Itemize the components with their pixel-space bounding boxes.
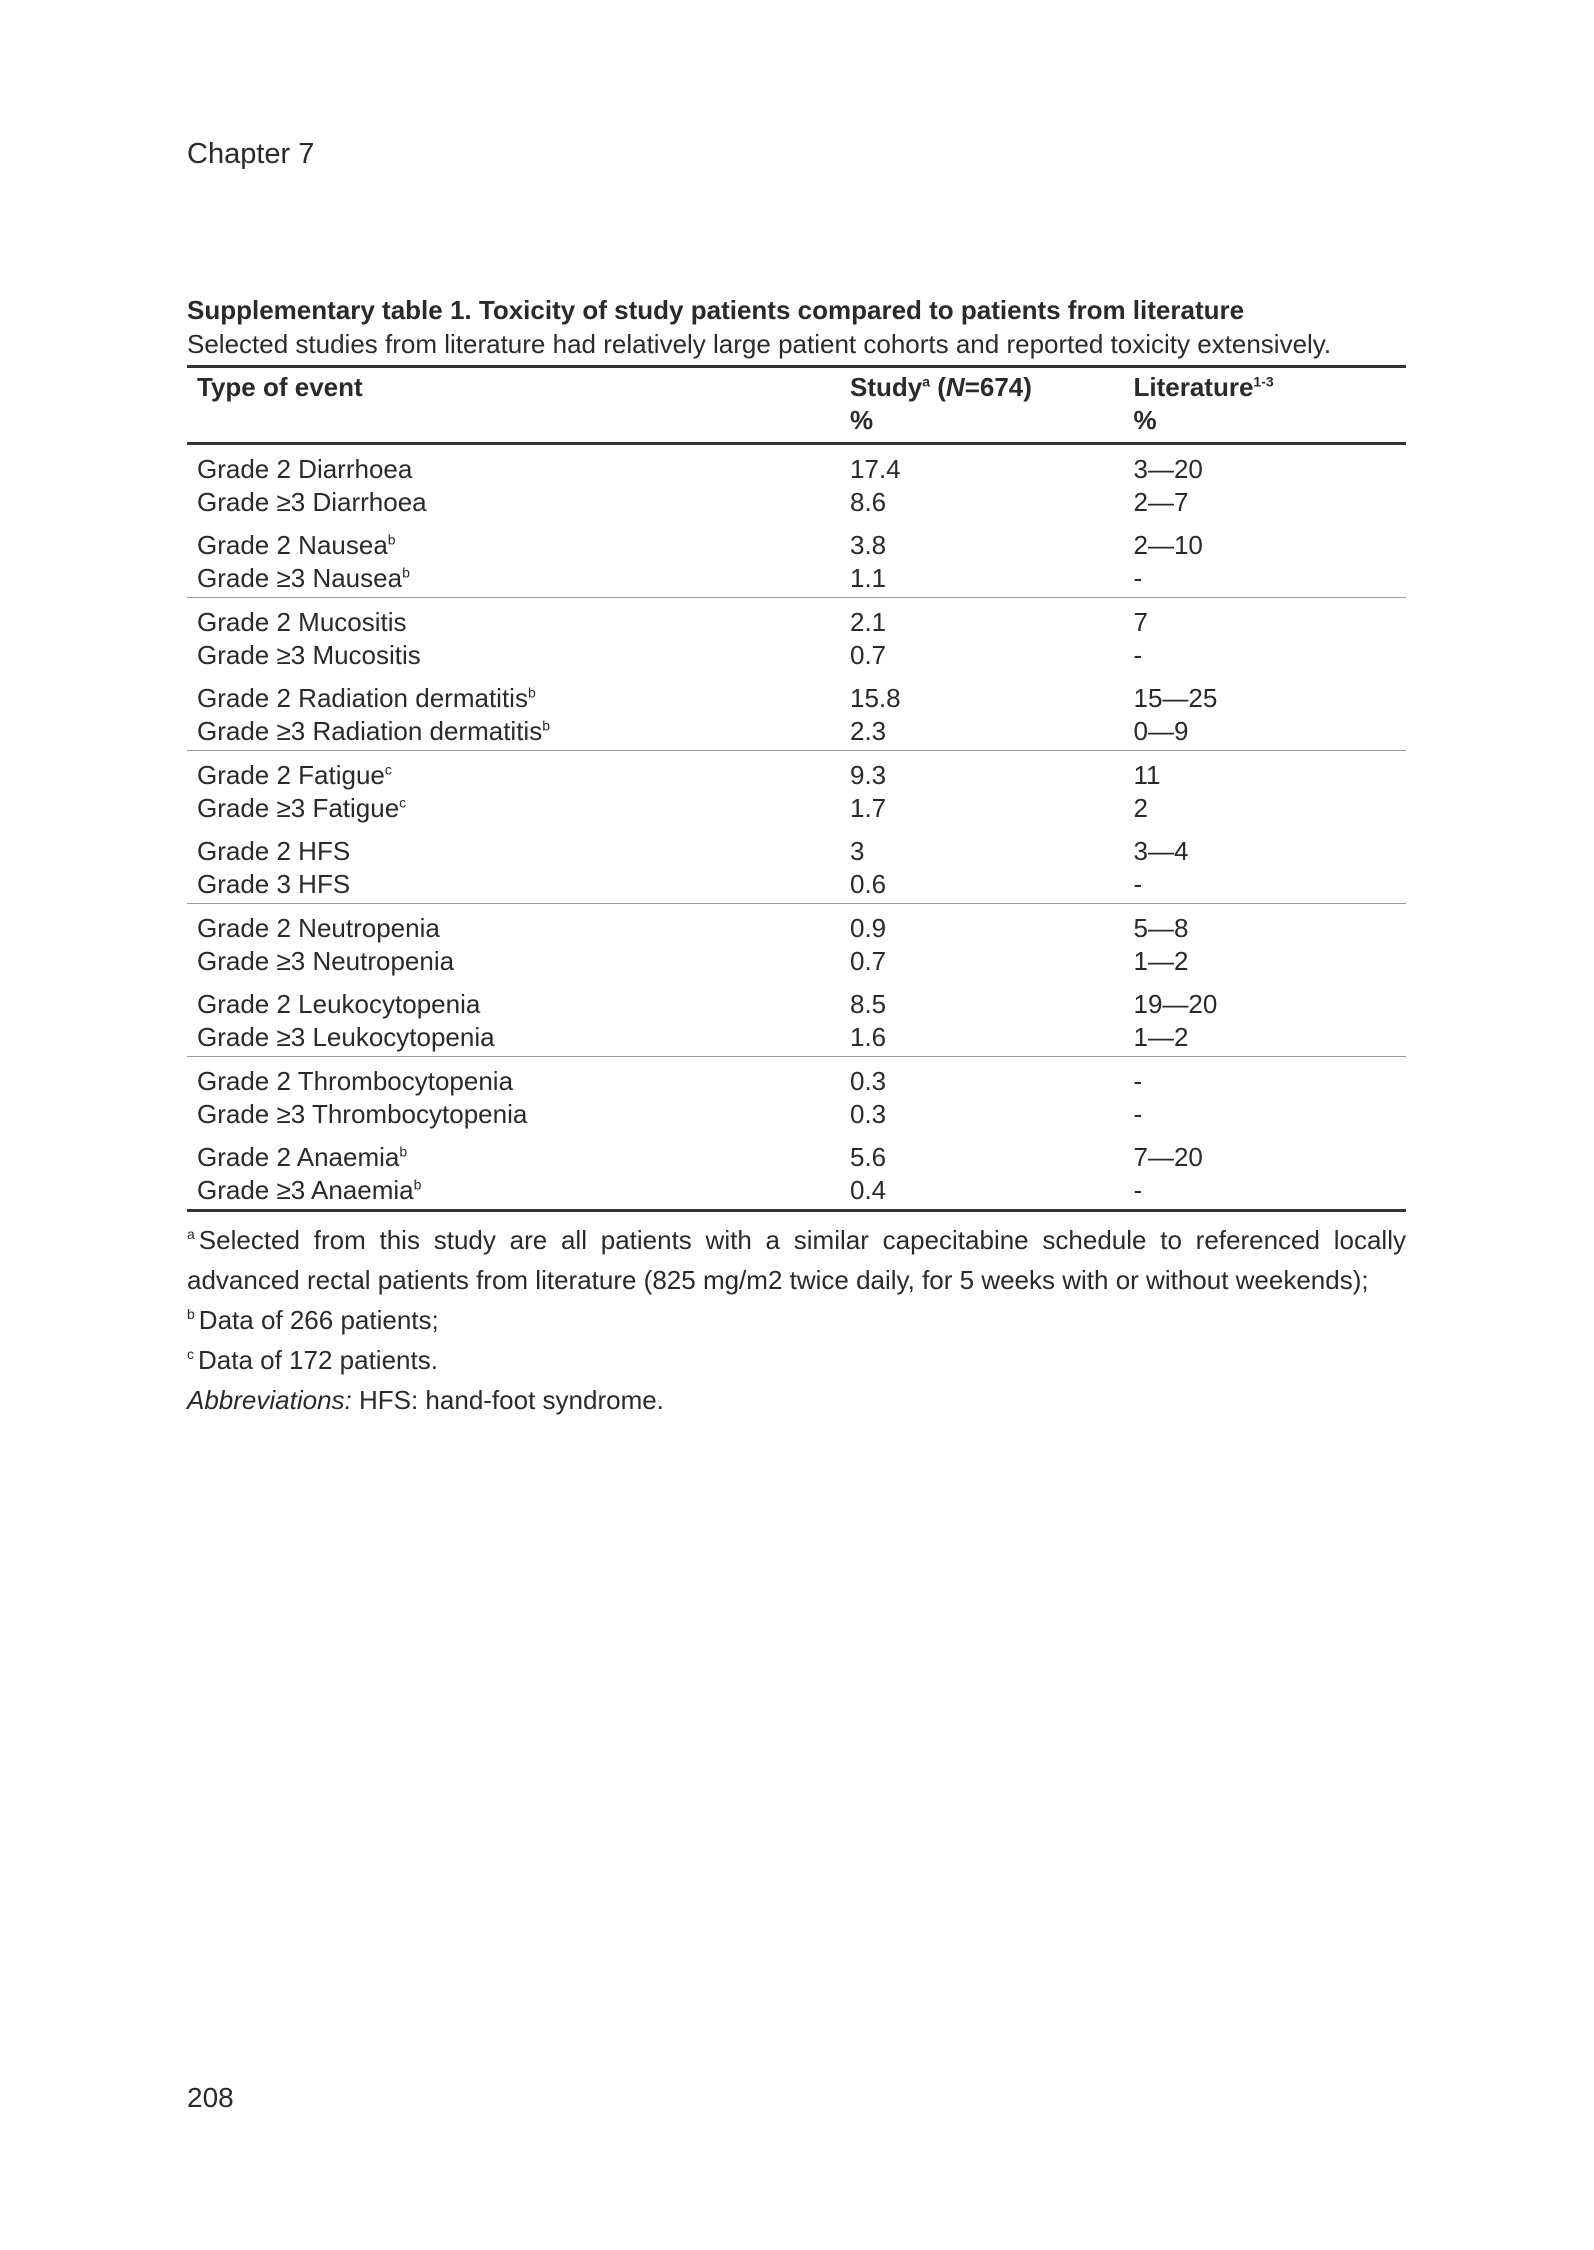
cell-literature-percent: -	[1133, 640, 1143, 670]
cell-event	[187, 945, 840, 980]
event-footnote-mark: c	[384, 761, 392, 778]
cell-event	[187, 674, 840, 715]
column-header-study-label: Study	[849, 372, 923, 402]
column-header-literature-refs: 1-3	[1253, 373, 1274, 390]
cell-literature-percent: 7—20	[1133, 1142, 1203, 1172]
table-row	[187, 792, 1406, 827]
column-header-study-unit: %	[849, 405, 874, 435]
column-header-study	[840, 367, 1124, 444]
cell-event	[187, 521, 840, 562]
event-label: Grade 2 Thrombocytopenia	[197, 1066, 514, 1096]
cell-literature-percent: -	[1133, 1175, 1143, 1205]
event-footnote-mark: b	[402, 564, 410, 581]
table-row	[187, 1133, 1406, 1174]
event-label: Grade 3 HFS	[197, 869, 351, 899]
event-label: Grade 2 HFS	[197, 836, 351, 866]
event-footnote-mark: b	[413, 1176, 422, 1193]
abbreviations-text: HFS: hand-foot syndrome.	[351, 1385, 664, 1415]
event-label: Grade 2 Fatigue	[197, 760, 385, 790]
cell-study-percent: 0.7	[849, 640, 887, 670]
cell-literature-percent: 5—8	[1133, 913, 1189, 943]
cell-study-percent: 17.4	[849, 454, 901, 484]
table-section	[187, 293, 1406, 1420]
event-footnote-mark: b	[387, 531, 396, 548]
cell-literature-percent: 0—9	[1123, 715, 1406, 751]
column-header-study-n-value: =674)	[964, 372, 1032, 402]
column-header-literature-unit: %	[1133, 405, 1157, 435]
footnote-a-text: Selected from this study are all patients with a similar capecitabine schedule to referenced locally advanced rectal patients from literature (825 mg/m2 twice daily, for 5 weeks with or without weekends);	[187, 1225, 1406, 1295]
table-row	[187, 827, 1406, 868]
event-label: Grade ≥3 Mucositis	[197, 640, 421, 670]
column-header-study-n-open: (	[930, 372, 946, 402]
event-label: Grade ≥3 Thrombocytopenia	[197, 1099, 528, 1129]
cell-event	[187, 827, 840, 868]
event-footnote-mark: b	[527, 684, 536, 701]
event-label: Grade 2 Diarrhoea	[197, 454, 413, 484]
footnote-a	[187, 1220, 1406, 1300]
cell-study-percent: 2.1	[849, 607, 887, 637]
event-label: Grade ≥3 Diarrhoea	[197, 487, 427, 517]
chapter-heading: Chapter 7	[187, 138, 315, 170]
column-header-study-n: N	[945, 372, 965, 402]
cell-study-percent: 0.4	[849, 1175, 887, 1205]
cell-study-percent: 1.1	[840, 562, 1124, 598]
cell-literature-percent: 15—25	[1133, 683, 1218, 713]
table-row	[187, 639, 1406, 674]
event-label: Grade 2 Neutropenia	[197, 913, 440, 943]
table-caption-title: Supplementary table 1. Toxicity of study patients compared to patients from literature	[187, 295, 1245, 325]
event-label: Grade 2 Mucositis	[197, 607, 407, 637]
footnote-b-text: Data of 266 patients;	[198, 1305, 439, 1335]
event-label: Grade 2 Nausea	[197, 530, 388, 560]
cell-event	[187, 1133, 840, 1174]
cell-study-percent: 1.7	[849, 793, 887, 823]
cell-literature-percent: 3—4	[1133, 836, 1189, 866]
event-footnote-mark: b	[542, 717, 551, 734]
table-footnotes	[187, 1220, 1406, 1420]
table-row	[187, 945, 1406, 980]
cell-event	[187, 639, 840, 674]
table-header-row	[187, 367, 1406, 444]
table-row	[187, 562, 1406, 598]
cell-study-percent: 1.6	[840, 1021, 1124, 1057]
column-header-study-footnote: a	[922, 373, 931, 390]
cell-study-percent: 0.6	[840, 868, 1124, 904]
event-label: Grade ≥3 Leukocytopenia	[197, 1022, 495, 1052]
cell-event	[187, 1098, 840, 1133]
cell-study-percent: 8.5	[849, 989, 887, 1019]
footnote-a-mark: a	[187, 1226, 195, 1243]
cell-literature-percent: 2—10	[1133, 530, 1203, 560]
cell-study-percent: 0.7	[849, 946, 887, 976]
event-label: Grade ≥3 Fatigue	[197, 793, 400, 823]
cell-event	[187, 444, 840, 487]
cell-literature-percent: 2	[1133, 793, 1148, 823]
cell-literature-percent: 7	[1133, 607, 1148, 637]
cell-literature-percent: -	[1133, 1066, 1143, 1096]
cell-study-percent: 15.8	[849, 683, 901, 713]
cell-event	[187, 980, 840, 1021]
cell-literature-percent: -	[1123, 868, 1406, 904]
table-row	[187, 1021, 1406, 1057]
event-label: Grade ≥3 Anaemia	[197, 1175, 414, 1205]
footnote-b	[187, 1300, 1406, 1340]
cell-literature-percent: 1—2	[1123, 1021, 1406, 1057]
cell-study-percent: 0.9	[849, 913, 887, 943]
table-row	[187, 1098, 1406, 1133]
cell-event	[187, 715, 840, 751]
table-row	[187, 486, 1406, 521]
event-footnote-mark: c	[399, 794, 407, 811]
toxicity-table	[187, 365, 1406, 1212]
event-label: Grade 2 Anaemia	[197, 1142, 400, 1172]
cell-study-percent: 5.6	[849, 1142, 887, 1172]
cell-literature-percent: 2—7	[1133, 487, 1189, 517]
footnote-c	[187, 1340, 1406, 1380]
cell-study-percent: 3.8	[849, 530, 887, 560]
page-number: 208	[187, 2082, 234, 2113]
table-row	[187, 521, 1406, 562]
event-label: Grade 2 Leukocytopenia	[197, 989, 481, 1019]
event-label: Grade ≥3 Radiation dermatitis	[197, 716, 543, 746]
cell-event	[187, 1021, 840, 1057]
column-header-literature-label: Literature	[1133, 372, 1254, 402]
cell-event	[187, 792, 840, 827]
cell-event	[187, 1174, 840, 1211]
footnote-c-text: Data of 172 patients.	[198, 1345, 438, 1375]
footnote-b-mark: b	[187, 1306, 195, 1323]
column-header-event	[187, 367, 840, 444]
cell-study-percent: 8.6	[849, 487, 887, 517]
table-row	[187, 444, 1406, 487]
cell-literature-percent: 11	[1133, 760, 1161, 790]
column-header-event-label: Type of event	[197, 372, 363, 402]
cell-event	[187, 904, 840, 946]
table-row	[187, 715, 1406, 751]
cell-study-percent: 3	[849, 836, 865, 866]
cell-study-percent: 0.3	[849, 1066, 887, 1096]
cell-literature-percent: 1—2	[1133, 946, 1189, 976]
abbreviations-label: Abbreviations:	[187, 1385, 352, 1415]
table-row	[187, 1174, 1406, 1211]
table-body	[187, 444, 1406, 1211]
event-label: Grade 2 Radiation dermatitis	[197, 683, 528, 713]
cell-study-percent: 0.3	[849, 1099, 887, 1129]
cell-study-percent: 2.3	[840, 715, 1124, 751]
cell-event	[187, 562, 840, 598]
event-footnote-mark: b	[399, 1143, 408, 1160]
table-row	[187, 904, 1406, 946]
event-label: Grade ≥3 Neutropenia	[197, 946, 455, 976]
cell-literature-percent: 3—20	[1133, 454, 1203, 484]
cell-event	[187, 1057, 840, 1099]
cell-event	[187, 598, 840, 640]
cell-literature-percent: -	[1123, 562, 1406, 598]
table-row	[187, 868, 1406, 904]
table-caption-subtitle: Selected studies from literature had relatively large patient cohorts and reported toxicity extensively.	[187, 329, 1332, 359]
cell-literature-percent: 19—20	[1133, 989, 1218, 1019]
event-label: Grade ≥3 Nausea	[197, 563, 403, 593]
cell-event	[187, 868, 840, 904]
cell-literature-percent: -	[1133, 1099, 1143, 1129]
cell-study-percent: 9.3	[849, 760, 887, 790]
cell-event	[187, 486, 840, 521]
table-row	[187, 751, 1406, 793]
column-header-literature	[1123, 367, 1406, 444]
table-row	[187, 674, 1406, 715]
footnote-c-mark: c	[187, 1346, 194, 1363]
footnote-abbreviations	[187, 1380, 1406, 1420]
table-row	[187, 1057, 1406, 1099]
table-row	[187, 598, 1406, 640]
table-row	[187, 980, 1406, 1021]
cell-event	[187, 751, 840, 793]
